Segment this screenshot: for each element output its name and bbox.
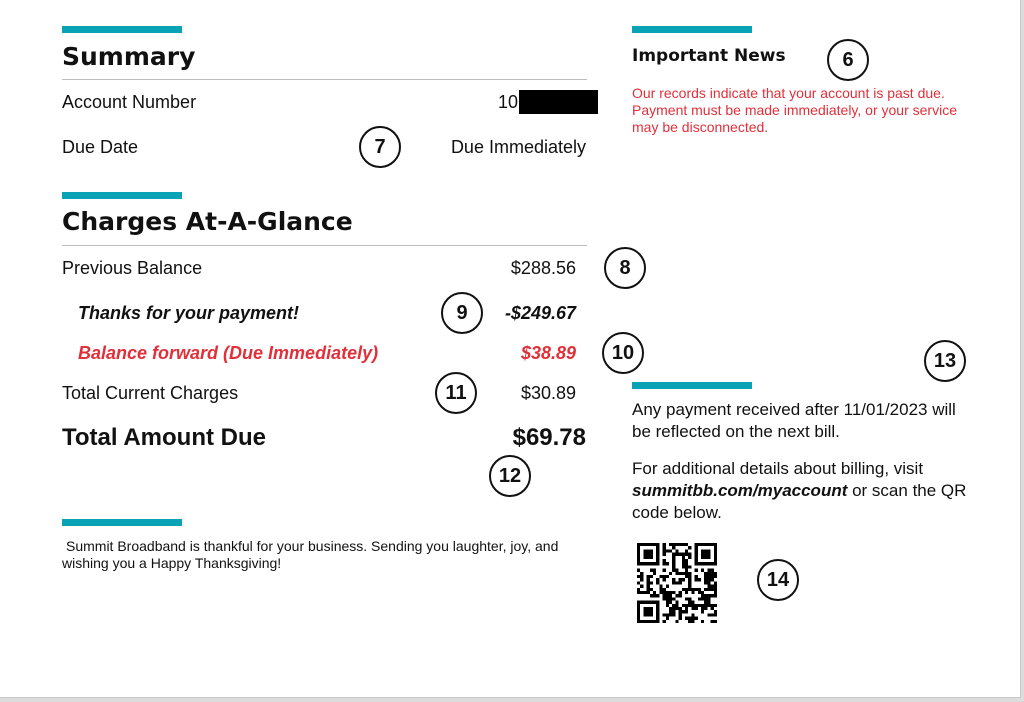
callout-8: 8 (604, 247, 646, 289)
total-due-label: Total Amount Due (62, 424, 266, 451)
due-date-label: Due Date (62, 137, 139, 157)
callout-6: 6 (827, 39, 869, 81)
billing-accent-bar (632, 382, 752, 389)
summary-accent-bar (62, 26, 182, 33)
billing-details-prefix: For additional details about billing, visit (632, 459, 924, 478)
current-charges-value: $30.89 (520, 383, 576, 403)
account-number-value: 10 (498, 92, 519, 112)
summary-divider (62, 79, 587, 80)
charges-accent-bar (62, 192, 182, 199)
account-number-label: Account Number (62, 92, 197, 112)
callout-14: 14 (757, 559, 799, 601)
account-url-link[interactable]: summitbb.com/myaccount (632, 481, 848, 500)
late-payment-note: Any payment received after 11/01/2023 will be reflected on the next bill. (632, 400, 956, 441)
callout-10: 10 (602, 332, 644, 374)
account-number-redaction (519, 90, 598, 114)
thanks-message: Summit Broadband is thankful for your business. Sending you laughter, joy, and wishing you a Happy Thanksgiving! (62, 538, 559, 571)
news-heading: Important News (632, 46, 786, 66)
billing-details-note (632, 458, 967, 524)
payment-label: Thanks for your payment! (78, 303, 300, 323)
callout-7: 7 (359, 126, 401, 168)
news-accent-bar (632, 26, 752, 33)
balance-forward-value: $38.89 (520, 343, 576, 363)
current-charges-label: Total Current Charges (62, 383, 239, 403)
payment-value: -$249.67 (504, 303, 576, 323)
news-message: Our records indicate that your account is past due. Payment must be made immediately, or your service may be disconnected. (632, 85, 957, 135)
thanks-accent-bar (62, 519, 182, 526)
balance-forward-label: Balance forward (Due Immediately) (78, 343, 379, 363)
callout-13: 13 (924, 340, 966, 382)
charges-heading: Charges At-A-Glance (62, 207, 353, 236)
callout-9: 9 (441, 292, 483, 334)
previous-balance-value: $288.56 (510, 258, 576, 278)
callout-12: 12 (489, 455, 531, 497)
due-date-value: Due Immediately (450, 137, 586, 157)
summary-heading: Summary (62, 42, 196, 71)
qr-code[interactable] (637, 543, 717, 623)
total-due-value: $69.78 (512, 424, 586, 451)
charges-divider (62, 245, 587, 246)
previous-balance-label: Previous Balance (62, 258, 203, 278)
billing-details-suffix: or scan the QR code below. (632, 481, 967, 522)
callout-11: 11 (435, 372, 477, 414)
